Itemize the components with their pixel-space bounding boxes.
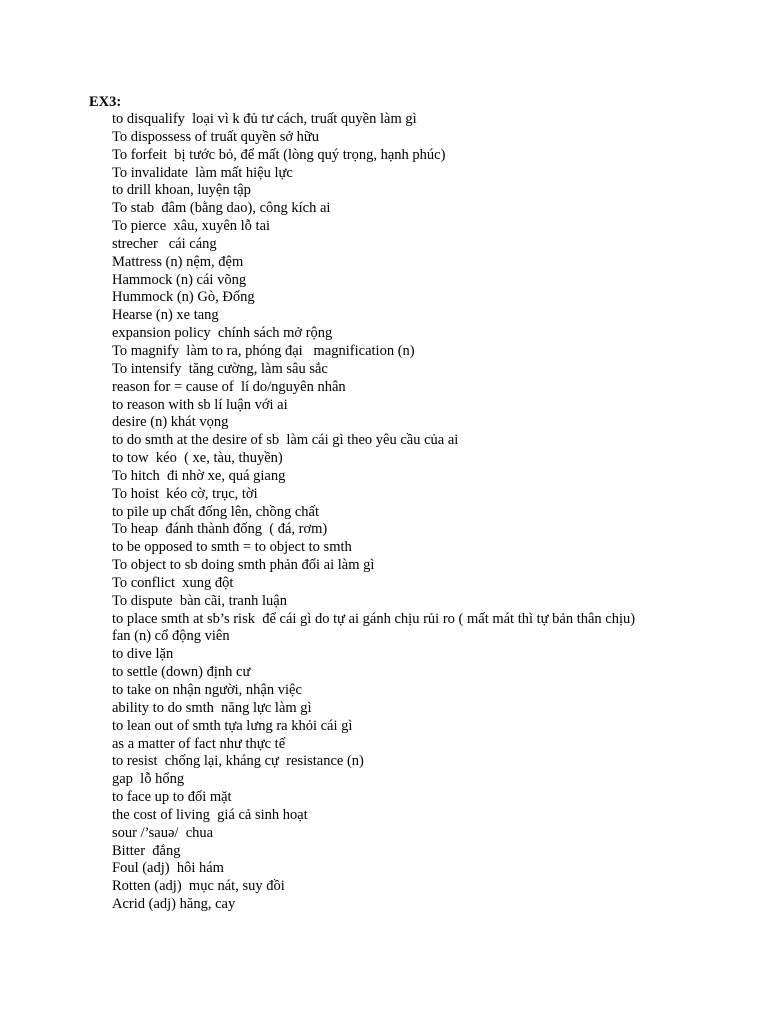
vocabulary-entry: To magnify làm to ra, phóng đại magnification (n) [112,342,415,359]
vocabulary-entry: To dispossess of truất quyền sở hữu [112,128,320,145]
vocabulary-entry: to settle (down) định cư [112,664,251,681]
vocabulary-entry: strecher cái cáng [112,235,217,252]
vocabulary-entry: Bitter đắng [112,842,181,859]
vocabulary-entry: To stab đâm (bằng dao), công kích ai [112,200,331,217]
vocabulary-entry: to dive lặn [112,646,174,663]
vocabulary-entry: to lean out of smth tựa lưng ra khỏi cái gì [112,717,353,734]
vocabulary-entry: to pile up chất đống lên, chồng chất [112,503,319,520]
vocabulary-entry: to be opposed to smth = to object to smth [112,539,352,556]
vocabulary-entry: To intensify tăng cường, làm sâu sắc [112,360,328,377]
vocabulary-entry: To conflict xung đột [112,574,234,591]
vocabulary-entry: To pierce xâu, xuyên lỗ tai [112,218,271,235]
vocabulary-entry: reason for = cause of lí do/nguyên nhân [112,378,346,395]
vocabulary-entry: To heap đánh thành đống ( đá, rơm) [112,521,328,538]
vocabulary-entry: To hitch đi nhờ xe, quá giang [112,467,286,484]
vocabulary-entry: to place smth at sb’s risk để cái gì do tự ai gánh chịu rủi ro ( mất mát thì tự bản thân chịu) [112,610,636,627]
vocabulary-entry: Hummock (n) Gò, Đống [112,289,255,306]
vocabulary-entry: Mattress (n) nệm, đệm [112,253,244,270]
vocabulary-entry: ability to do smth năng lực làm gì [112,699,312,716]
vocabulary-entry: to reason with sb lí luận với ai [112,396,288,413]
vocabulary-entry: to do smth at the desire of sb làm cái gì theo yêu cầu của ai [112,432,459,449]
vocabulary-entry: To invalidate làm mất hiệu lực [112,164,293,181]
vocabulary-entry: to tow kéo ( xe, tàu, thuyền) [112,450,283,467]
vocabulary-entry: To forfeit bị tước bỏ, để mất (lòng quý trọng, hạnh phúc) [112,146,446,163]
vocabulary-entry: Rotten (adj) mục nát, suy đồi [112,878,285,895]
vocabulary-entry: Hammock (n) cái võng [112,271,247,288]
vocabulary-entry: To dispute bàn cãi, tranh luận [112,592,287,609]
vocabulary-entry: fan (n) cổ động viên [112,628,230,645]
vocabulary-entry: Acrid (adj) hăng, cay [112,896,236,913]
vocabulary-entry: Hearse (n) xe tang [112,307,219,324]
vocabulary-entry: to face up to đối mặt [112,789,232,806]
vocabulary-entry: gap lỗ hổng [112,771,185,788]
section-heading: EX3: [89,94,122,110]
vocabulary-entry: expansion policy chính sách mở rộng [112,325,333,342]
vocabulary-entry: to drill khoan, luyện tập [112,182,251,199]
vocabulary-entry: To object to sb doing smth phản đối ai làm gì [112,557,375,574]
vocabulary-entry: to disqualify loại vì k đủ tư cách, truất quyền làm gì [112,111,417,127]
vocabulary-entry: the cost of living giá cả sinh hoạt [112,806,308,823]
vocabulary-list [112,111,635,914]
vocabulary-entry: desire (n) khát vọng [112,414,229,431]
vocabulary-entry: Foul (adj) hôi hám [112,860,224,877]
vocabulary-entry: to take on nhận người, nhận việc [112,682,302,698]
vocabulary-entry: sour /’sauə/ chua [112,824,214,841]
vocabulary-entry: To hoist kéo cờ, trục, tời [112,485,258,502]
vocabulary-entry: as a matter of fact như thực tế [112,735,286,752]
vocabulary-entry: to resist chống lại, kháng cự resistance (n) [112,753,364,770]
